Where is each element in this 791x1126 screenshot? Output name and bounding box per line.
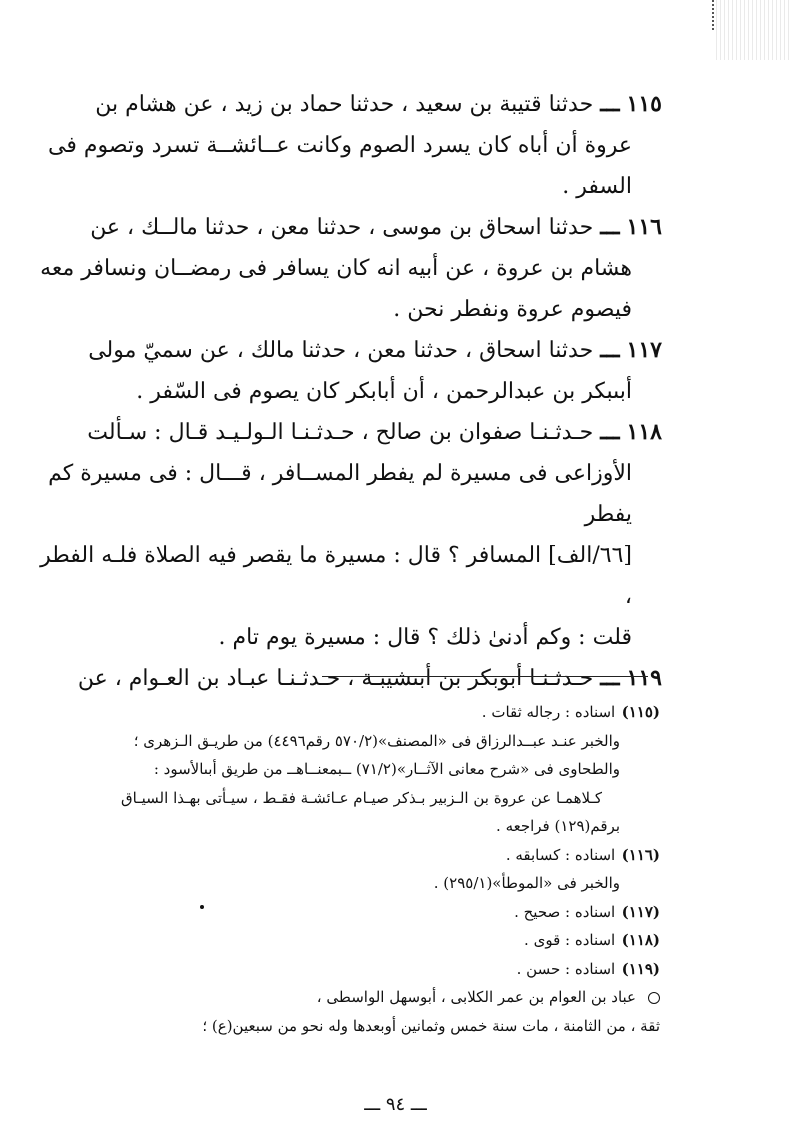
hadith-first-line: حدثنا اسحاق ، حدثنا معن ، حدثنا مالك ، عن سميّ مولى [88,338,594,363]
hadith-number: ١١٩ [626,665,662,691]
hadith-number: ١١٧ [626,337,662,363]
footnote-line [60,812,660,841]
hadith-line: أبىبكر بن عبدالرحمن ، أن أبابكر كان يصوم فى السّفر . [136,379,632,404]
footnote-text: كـلاهمـا عن عروة بن الـزبير بـذكر صيـام عـائشـة فقـط ، سيـأتى بهـذا السيـاق [121,788,602,807]
scan-edge-shadow [713,0,791,60]
footnote-text: اسناده : رجاله ثقات . [481,703,616,721]
narrator-line [60,1012,660,1041]
hadith-116 [40,207,662,330]
footnote-text: اسناده : صحيح . [514,902,616,921]
hadith-first-line: حدثنا اسحاق بن موسى ، حدثنا معن ، حدثنا مالــك ، عن [90,215,594,240]
hadith-first-line: حدثنا قتيبة بن سعيد ، حدثنا حماد بن زيد ، عن هشام بن [95,92,594,117]
footnote-text: والخبر فى «الموطأ»(٢٩٥/١) . [433,874,620,892]
footnote-line [60,784,660,813]
footnote-line [60,869,660,898]
circle-bullet-icon [648,992,660,1004]
hadith-line: الأوزاعى فى مسيرة لم يفطر المســافر ، قـــال : فى مسيرة كم يفطر [48,461,632,527]
footnote-separator [322,676,648,677]
footnote-number: (١١٥) [621,703,660,721]
footnote-number: (١١٦) [621,845,660,864]
hadith-first-line: حـدثـنـا صفوان بن صالح ، حـدثـنـا الـولـيـد قـال : سـألت [87,420,594,445]
hadith-119 [40,658,662,699]
hadith-first-line: حـدثـنـا أبوبكر بن أبىشيبـة ، حـدثـنـا عبـاد بن العـوام ، عن [77,666,594,691]
footnote-line [60,727,660,756]
hadith-line: قلت : وكم أدنىٰ ذلك ؟ قال : مسيرة يوم تام . [218,625,632,650]
narrator-text: عباد بن العوام بن عمر الكلابى ، أبوسهل الواسطى ، [316,988,636,1006]
hadith-line: هشام بن عروة ، عن أبيه انه كان يسافر فى رمضــان ونسافر معه [40,256,632,281]
narrator-text: ثقة ، من الثامنة ، مات سنة خمس وثمانين أوبعدها وله نحو من سبعين(ع) ؛ [202,1016,660,1035]
scan-edge-dots [712,0,717,30]
footnote-text: والطحاوى فى «شرح معانى الآثــار»(٧١/٢) ــبمعنــاهــ من طريق أبىالأسود : [153,760,620,778]
footnote-text: برقم(١٢٩) فراجعه . [496,817,620,835]
footnote-text: والخبر عنـد عبــدالرزاق فى «المصنف»(٥٧٠/٢ رقم٤٤٩٦) من طريـق الـزهرى ؛ [133,731,620,750]
hadith-number: ١١٦ [626,214,662,240]
footnote-text: اسناده : حسن . [516,959,616,978]
footnote-number: (١١٨) [621,931,660,949]
footnote-line [60,698,660,727]
main-text [40,84,662,699]
hadith-dash: ـــ [600,337,620,363]
hadith-number: ١١٥ [626,91,662,117]
narrator-line [60,983,660,1012]
hadith-115 [40,84,662,207]
hadith-line: السفر . [562,174,632,199]
page-number: ـــ ٩٤ ـــ [364,1094,427,1115]
hadith-number: ١١٨ [626,419,662,445]
hadith-dash: ـــ [600,214,620,240]
footnote-line [60,955,660,984]
hadith-117 [40,330,662,412]
hadith-line: فيصوم عروة ونفطر نحن . [393,297,632,322]
ink-speck [200,905,204,909]
hadith-118 [40,412,662,658]
footnote-line [60,841,660,870]
hadith-line: عروة أن أباه كان يسرد الصوم وكانت عــائشــة تسرد وتصوم فى [47,133,632,158]
footnote-number: (١١٩) [621,959,660,978]
footnotes [60,698,660,1040]
hadith-line: [٦٦/الف] المسافر ؟ قال : مسيرة ما يقصر فيه الصلاة فلـه الفطر ، [40,543,632,609]
hadith-dash: ـــ [600,665,620,691]
footnote-text: اسناده : كسابقه . [505,845,616,864]
hadith-dash: ـــ [600,91,620,117]
hadith-dash: ـــ [600,419,620,445]
footnote-line [60,755,660,784]
footnote-line [60,926,660,955]
footnote-text: اسناده : قوى . [524,931,616,949]
footnote-line [60,898,660,927]
footnote-number: (١١٧) [621,902,660,921]
